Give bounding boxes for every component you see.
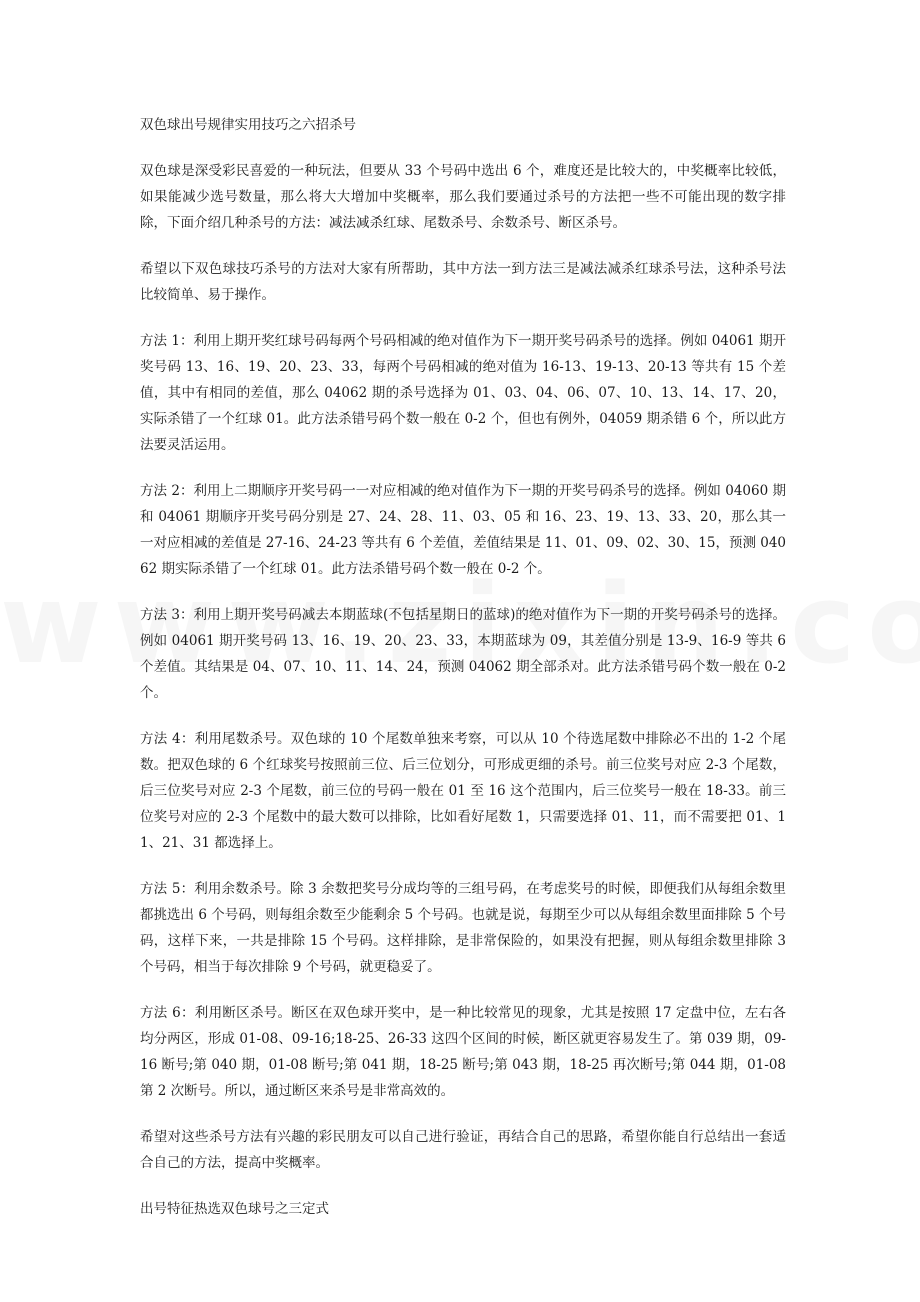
document-body (140, 112, 786, 1222)
intro-paragraph: 双色球是深受彩民喜爱的一种玩法，但要从 33 个号码中选出 6 个，难度还是比较大的，中奖概率比较低，如果能减少选号数量，那么将大大增加中奖概率，那么我们要通过杀号的方法把一些不可能出现的数字排除，下面介绍几种杀号的方法：减法减杀红球、尾数杀号、余数杀号、断区杀号。 (140, 163, 786, 231)
method-4-paragraph: 方法 4：利用尾数杀号。双色球的 10 个尾数单独来考察，可以从 10 个待选尾数中排除必不出的 1-2 个尾数。把双色球的 6 个红球奖号按照前三位、后三位划分，可形成更细的杀号。前三位奖号对应 2-3 个尾数，后三位奖号对应 2-3 个尾数，前三位的号码一般在 01 至 16 这个范围内，后三位奖号一般在 18-33。前三位奖号对应的 2-3 个尾数中的最大数可以排除，比如看好尾数 1，只需要选择 01、11，而不需要把 01、11、21、31 都选择上。 (140, 731, 786, 851)
closing-paragraph: 希望对这些杀号方法有兴趣的彩民朋友可以自己进行验证，再结合自己的思路，希望你能自行总结出一套适合自己的方法，提高中奖概率。 (140, 1129, 786, 1171)
method-5-paragraph: 方法 5：利用余数杀号。除 3 余数把奖号分成均等的三组号码，在考虑奖号的时候，即便我们从每组余数里都挑选出 6 个号码，则每组余数至少能剩余 5 个号码。也就是说，每期至少可以从每组余数里面排除 5 个号码，这样下来，一共是排除 15 个号码。这样排除，是非常保险的，如果没有把握，则从每组余数里排除 3 个号码，相当于每次排除 9 个号码，就更稳妥了。 (140, 881, 786, 975)
method-2-paragraph: 方法 2：利用上二期顺序开奖号码一一对应相减的绝对值作为下一期的开奖号码杀号的选择。例如 04060 期和 04061 期顺序开奖号码分别是 27、24、28、11、03、05 和 16、23、19、13、33、20，那么其一一对应相减的差值是 27-16、24-23 等共有 6 个差值，差值结果是 11、01、09、02、30、15，预测 04062 期实际杀错了一个红球 01。此方法杀错号码个数一般在 0-2 个。 (140, 483, 787, 577)
method-1-paragraph: 方法 1：利用上期开奖红球号码每两个号码相减的绝对值作为下一期开奖号码杀号的选择。例如 04061 期开奖号码 13、16、19、20、23、33，每两个号码相减的绝对值为 16-13、19-13、20-13 等共有 15 个差值，其中有相同的差值，那么 04062 期的杀号选择为 01、03、04、06、07、10、13、14、17、20，实际杀错了一个红球 01。此方法杀错号码个数一般在 0-2 个，但也有例外，04059 期杀错 6 个，所以此方法要灵活运用。 (140, 333, 786, 453)
overview-paragraph: 希望以下双色球技巧杀号的方法对大家有所帮助，其中方法一到方法三是减法减杀红球杀号法，这种杀号法比较简单、易于操作。 (140, 261, 786, 303)
method-6-paragraph: 方法 6：利用断区杀号。断区在双色球开奖中，是一种比较常见的现象，尤其是按照 17 定盘中位，左右各均分两区，形成 01-08、09-16;18-25、26-33 这四个区间的时候，断区就更容易发生了。第 039 期，09-16 断号;第 040 期，01-08 断号;第 041 期，18-25 断号;第 043 期，18-25 再次断号;第 044 期，01-08 第 2 次断号。所以，通过断区来杀号是非常高效的。 (140, 1005, 786, 1099)
method-3-paragraph: 方法 3：利用上期开奖号码减去本期蓝球(不包括星期日的蓝球)的绝对值作为下一期的开奖号码杀号的选择。例如 04061 期开奖号码 13、16、19、20、23、33，本期蓝球为 09，其差值分别是 13-9、16-9 等共 6 个差值。其结果是 04、07、10、11、14、24，预测 04062 期全部杀对。此方法杀错号码个数一般在 0-2 个。 (140, 607, 786, 701)
next-section-title: 出号特征热选双色球号之三定式 (140, 1201, 329, 1217)
document-title: 双色球出号规律实用技巧之六招杀号 (140, 117, 356, 133)
